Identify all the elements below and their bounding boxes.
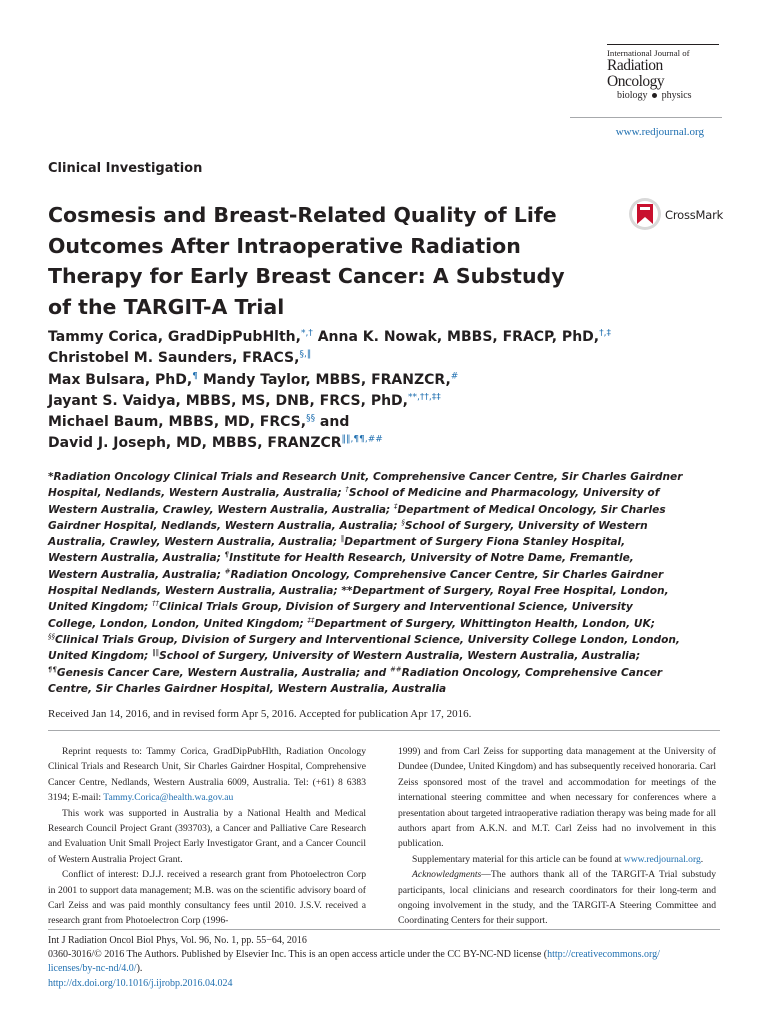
hyperlink[interactable]: licenses/by-nc-nd/4.0/	[48, 963, 137, 975]
article-title: Cosmesis and Breast-Related Quality of Life Outcomes After Intraoperative Radiation Therapy for Early Breast Cancer: A Substudy of the TARGIT-A Trial	[48, 203, 565, 319]
section-label: Clinical Investigation	[48, 161, 203, 176]
text-run: Australia, Crawley, Western Australia, Australia;	[48, 536, 341, 549]
footnote-marker: ¶¶	[48, 665, 57, 674]
text-line	[48, 412, 648, 433]
text-line	[48, 977, 720, 991]
journal-name-line3	[607, 90, 722, 102]
text-line	[48, 469, 683, 485]
citation-block	[48, 934, 720, 991]
footnote-paragraph	[48, 806, 366, 868]
text-run: Radiation Oncology, Comprehensive Cancer Centre, Sir Charles Gairdner	[230, 568, 664, 581]
text-run: Christobel M. Saunders, FRACS,	[48, 350, 300, 367]
text-line	[48, 327, 648, 348]
footnote-marker: §§	[48, 632, 55, 641]
footnote-marker: ¶	[224, 550, 230, 559]
text-line	[48, 616, 655, 632]
text-run: Genesis Cancer Care, Western Australia, Australia; and	[56, 666, 390, 679]
bullet-dot-icon	[652, 93, 657, 98]
crossmark-badge-icon	[628, 197, 662, 231]
footnote-marker: *,†	[300, 328, 313, 339]
footnote-marker: §§	[306, 413, 316, 424]
text-line	[48, 534, 626, 550]
hyperlink[interactable]: http://dx.doi.org/10.1016/j.ijrobp.2016.04.024	[48, 977, 233, 989]
text-run: .	[700, 853, 704, 865]
text-run: David J. Joseph, MD, MBBS, FRANZCR	[48, 435, 342, 452]
text-run: Gairdner Hospital, Nedlands, Western Australia, Australia;	[48, 519, 402, 532]
text-run: Hospital Nedlands, Western Australia, Australia; **Department of Surgery, Royal Free Hospital, London,	[48, 585, 669, 598]
hyperlink[interactable]: www.redjournal.org	[623, 853, 701, 865]
crossmark-button[interactable]	[628, 197, 728, 231]
text-run: Department of Medical Oncology, Sir Charles	[397, 503, 666, 516]
header-rule	[570, 117, 722, 118]
footnote-paragraph	[398, 852, 716, 867]
text-run: College, London, London, United Kingdom;	[48, 617, 308, 630]
journal-logo	[607, 44, 722, 102]
text-line	[48, 348, 648, 369]
text-run: and	[315, 414, 350, 431]
text-line	[48, 485, 660, 501]
text-run: ).	[136, 963, 143, 975]
text-run: Western Australia, Australia;	[48, 552, 225, 565]
footnote-marker: **,††,‡‡	[408, 392, 441, 403]
footnote-marker: ‖‖	[152, 648, 160, 657]
footnote-marker: ‖‖,¶¶,##	[341, 434, 383, 445]
text-line	[48, 962, 720, 976]
text-run: Int J Radiation Oncol Biol Phys, Vol. 96, No. 1, pp. 55−64, 2016	[48, 935, 307, 946]
hyperlink[interactable]: Tammy.Corica@health.wa.gov.au	[103, 792, 234, 804]
journal-logo-rule	[607, 44, 719, 45]
text-run: Michael Baum, MBBS, MD, FRCS,	[48, 414, 307, 431]
text-run: Mandy Taylor, MBBS, FRANZCR,	[197, 371, 451, 388]
text-run: Radiation Oncology, Comprehensive Cancer	[401, 666, 663, 679]
journal-name-line1: International Journal of	[607, 48, 690, 58]
footnote-marker: ‡‡	[307, 616, 315, 625]
journal-url-link[interactable]: www.redjournal.org	[615, 126, 704, 138]
crossmark-label: CrossMark	[665, 208, 724, 222]
footnote-marker: ‡	[393, 502, 398, 511]
text-run: Western Australia, Crawley, Western Australia, Australia;	[48, 503, 394, 516]
text-run: Tammy Corica, GradDipPubHlth,	[48, 329, 301, 345]
text-run: Clinical Trials Group, Division of Surgery and Interventional Science, University	[159, 601, 633, 614]
footnote-marker: †,‡	[599, 328, 611, 339]
text-line	[48, 934, 720, 948]
text-run: School of Surgery, University of Western	[404, 519, 648, 532]
footnote-marker: §	[401, 518, 405, 527]
text-line	[48, 648, 641, 664]
footnote-marker: ††	[152, 599, 160, 608]
text-run: Department of Surgery Fiona Stanley Hospital,	[344, 536, 626, 549]
author-list	[48, 327, 648, 455]
text-line	[48, 599, 633, 615]
text-run: Western Australia, Australia;	[48, 568, 225, 581]
footnote-paragraph	[398, 867, 716, 929]
text-run: This work was supported in Australia by a National Health and Medical Research Council Project Grant (393703), a Cancer and Palliative Care Research and Evaluation Unit Small Project Early Investigator Grant, and a Cancer Council of Western Australia Project Grant.	[48, 807, 366, 865]
text-run: Institute for Health Research, University of Notre Dame, Fremantle,	[229, 552, 634, 565]
text-line	[48, 502, 666, 518]
text-line	[48, 681, 618, 697]
footnote-marker: #	[450, 370, 459, 381]
text-run: Conflict of interest: D.J.J. received a research grant from Photoelectron Corp in 2001 to support data management; M.B. was on the scientific advisory board of Carl Zeiss and was paid monthly consultancy fees until 2010. J.S.V. received a research grant from Photoelectron Corp (1996-	[48, 869, 366, 927]
text-run: Supplementary material for this article can be found at	[412, 853, 624, 865]
footnote-marker: ‖	[340, 534, 345, 543]
text-run: United Kingdom;	[48, 601, 153, 614]
text-line	[48, 665, 663, 681]
text-run: Centre, Sir Charles Gairdner Hospital, Western Australia, Australia	[48, 682, 447, 695]
footnote-paragraph	[48, 744, 366, 806]
italic-text: Acknowledgments	[412, 869, 482, 881]
text-line	[48, 567, 664, 583]
text-run: Anna K. Nowak, MBBS, FRACP, PhD,	[312, 329, 600, 345]
text-line	[48, 583, 669, 599]
hyperlink[interactable]: http://creativecommons.org/	[547, 949, 660, 961]
text-line	[48, 370, 648, 391]
footnote-paragraph	[398, 744, 716, 852]
footnote-marker: ##	[389, 665, 402, 674]
text-run: *Radiation Oncology Clinical Trials and Research Unit, Comprehensive Cancer Centre, Sir Charles Gairdner	[48, 471, 683, 483]
text-run: United Kingdom;	[48, 650, 153, 663]
footnote-marker: ¶	[192, 370, 198, 381]
text-line	[48, 948, 720, 962]
text-run: Hospital, Nedlands, Western Australia, Australia;	[48, 487, 346, 500]
footnote-rule	[48, 730, 720, 731]
footnotes-right-column	[398, 744, 716, 929]
footnote-marker: †	[345, 485, 349, 494]
text-run: Max Bulsara, PhD,	[48, 371, 193, 388]
text-run: —The authors thank all of the TARGIT-A Trial substudy participants, local clinicians and research coordinators for their long-term and ongoing involvement in the study, and the TARGIT-A Steering Committee and Coordinating Centers for their support.	[398, 869, 716, 927]
footnote-marker: #	[224, 567, 231, 576]
text-run: 0360-3016/© 2016 The Authors. Published by Elsevier Inc. This is an open access article under the CC BY-NC-ND license (	[48, 949, 548, 961]
journal-name-line2: Radiation Oncology	[607, 57, 665, 90]
text-line	[48, 518, 648, 534]
footnotes-left-column	[48, 744, 366, 929]
received-dates: Received Jan 14, 2016, and in revised form Apr 5, 2016. Accepted for publication Apr 17, 2016.	[48, 708, 472, 720]
text-line	[48, 391, 648, 412]
text-run: 1999) and from Carl Zeiss for supporting data management at the University of Dundee (Dundee, United Kingdom) and has subsequently received honoraria. Carl Zeiss sponsored most of the travel and accommodation for meetings of the international steering committee and when necessary for conferences where a presentation about targeted intraoperative radiation therapy was being made for all authors apart from A.K.N. and M.T. Carl Zeiss had no involvement in this publication.	[398, 746, 716, 850]
text-run: Department of Surgery, Whittington Health, London, UK;	[314, 617, 655, 630]
journal-name-physics: physics	[661, 90, 692, 101]
text-line	[48, 433, 648, 454]
text-run: Reprint requests to: Tammy Corica, GradDipPubHlth, Radiation Oncology Clinical Trials and Research Unit, Sir Charles Gairdner Hospital, Comprehensive Cancer Centre, Nedlands, Western Australia 6009, Australia. Tel: (+61) 8 6383 3194; E-mail:	[48, 746, 366, 804]
text-run: Jayant S. Vaidya, MBBS, MS, DNB, FRCS, PhD,	[48, 392, 408, 409]
journal-name-biology: biology	[617, 90, 648, 101]
citation-rule	[48, 929, 720, 930]
footnote-marker: §,‖	[299, 349, 312, 360]
text-run: School of Surgery, University of Western Australia, Western Australia, Australia;	[159, 650, 641, 663]
text-run: School of Medicine and Pharmacology, University of	[348, 487, 660, 500]
footnote-paragraph	[48, 867, 366, 929]
affiliation-list	[48, 469, 683, 697]
text-line	[48, 632, 680, 648]
text-run: Clinical Trials Group, Division of Surgery and Interventional Science, University College London, London,	[55, 633, 680, 646]
text-line	[48, 550, 634, 566]
